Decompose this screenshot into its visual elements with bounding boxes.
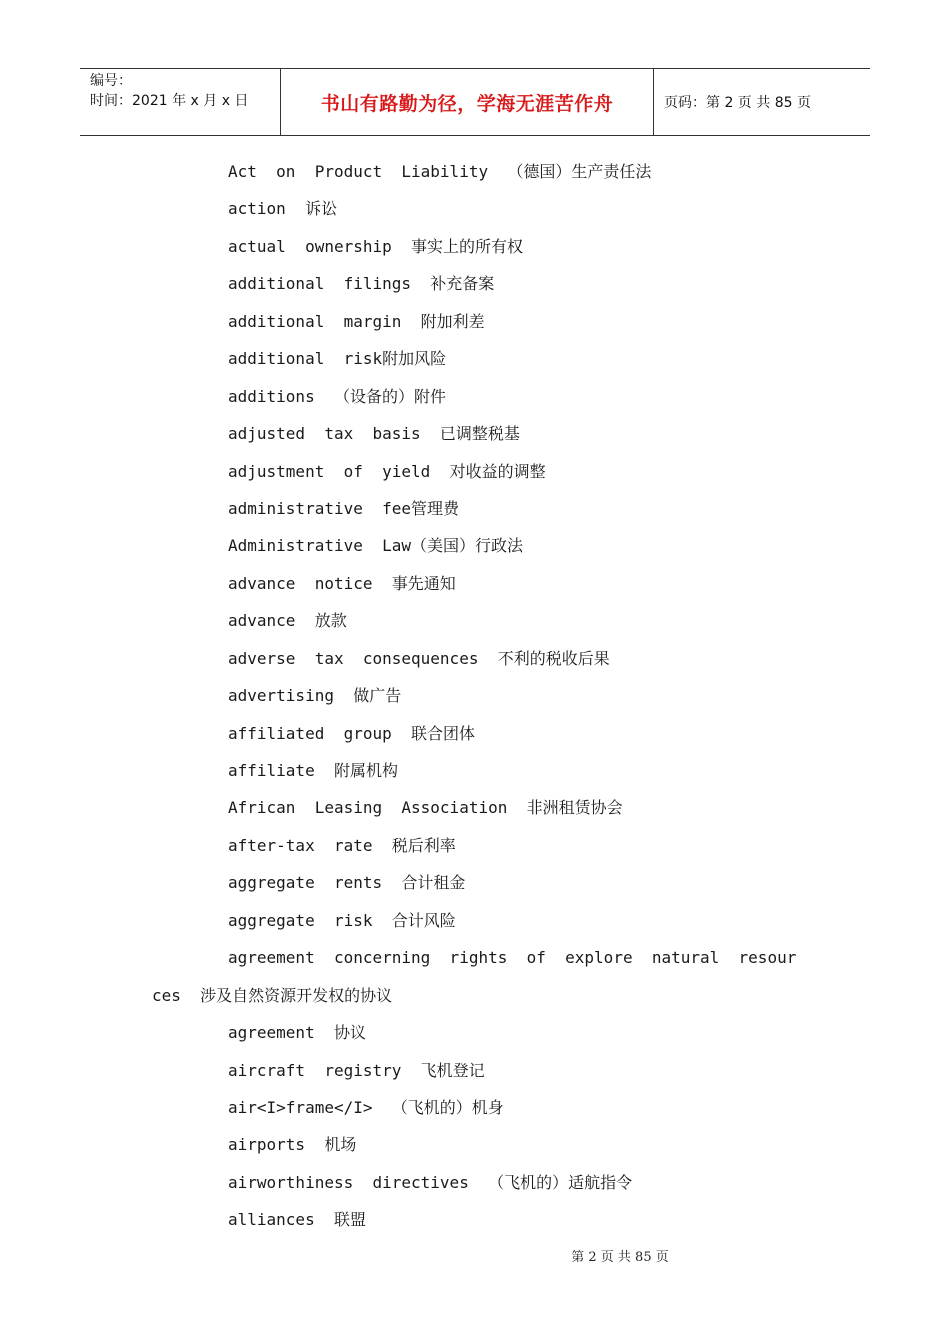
entry-term-continued — [152, 980, 828, 1017]
entry-translation: 机场 — [324, 1135, 357, 1155]
entry-translation: 联合团体 — [411, 723, 476, 743]
glossary-entry — [228, 1204, 828, 1241]
page-header — [80, 68, 870, 136]
entry-term: after-tax rate — [228, 835, 392, 855]
entry-term: alliances — [228, 1210, 334, 1230]
entry-term: African Leasing Association — [228, 798, 527, 818]
entry-translation: 涉及自然资源开发权的协议 — [200, 985, 393, 1005]
entry-translation: 附加风险 — [382, 349, 447, 369]
entry-term: aggregate risk — [228, 910, 392, 930]
entry-translation: 附加利差 — [420, 311, 485, 331]
glossary-entry — [228, 568, 828, 605]
entry-term: agreement concerning rights of explore natural resour — [228, 948, 797, 968]
entry-translation: 事实上的所有权 — [411, 236, 524, 256]
entry-translation: 合计风险 — [391, 910, 456, 930]
glossary-entry — [228, 643, 828, 680]
page-footer: 第 2 页 共 85 页 — [571, 1250, 669, 1265]
glossary-entry — [228, 268, 828, 305]
entry-term: airworthiness directives — [228, 1172, 489, 1192]
entry-term: administrative fee — [228, 498, 412, 518]
glossary-entry — [228, 231, 828, 268]
entry-term: additional risk — [228, 349, 383, 369]
entry-translation: 补充备案 — [430, 274, 495, 294]
entry-term: aggregate rents — [228, 873, 402, 893]
glossary-entry — [228, 418, 828, 455]
entry-translation: （德国）生产责任法 — [507, 162, 652, 181]
entry-translation: （飞机的）适航指令 — [488, 1172, 633, 1192]
entry-term: airports — [228, 1135, 325, 1155]
entry-translation: 管理费 — [411, 498, 460, 518]
entry-term: affiliate — [228, 761, 334, 780]
entry-translation: 不利的税收后果 — [497, 648, 610, 668]
entry-translation: 非洲租赁协会 — [526, 798, 623, 818]
glossary-entry — [228, 1092, 828, 1129]
header-meta — [80, 69, 281, 135]
glossary-entry — [228, 530, 828, 567]
entry-translation: 对收益的调整 — [449, 461, 546, 481]
glossary-entry — [228, 755, 828, 792]
entry-term: actual ownership — [228, 236, 412, 256]
glossary-entry — [228, 456, 828, 493]
glossary-entry — [228, 381, 828, 418]
entry-term: Administrative Law — [228, 536, 412, 556]
glossary-entry — [228, 493, 828, 530]
glossary-entry — [228, 792, 828, 829]
entry-term: advertising — [228, 686, 354, 706]
entry-translation: 放款 — [314, 611, 347, 631]
entry-translation: 税后利率 — [391, 835, 456, 855]
glossary-entry — [228, 1017, 828, 1054]
entry-translation: 已调整税基 — [439, 424, 520, 444]
glossary-entry — [228, 905, 828, 942]
entry-term: aircraft registry — [228, 1060, 421, 1080]
entry-term: Act on Product Liability — [228, 162, 508, 181]
entry-term: additions — [228, 386, 334, 406]
entry-term: adverse tax consequences — [228, 648, 498, 668]
glossary-entry — [152, 942, 828, 1017]
glossary-entry — [228, 156, 828, 193]
glossary-entry — [228, 343, 828, 380]
entry-translation: （设备的）附件 — [333, 386, 446, 406]
entry-translation: 事先通知 — [391, 573, 456, 593]
glossary-entry — [228, 1167, 828, 1204]
entry-translation: 做广告 — [353, 686, 402, 706]
entry-term: affiliated group — [228, 723, 412, 743]
entry-translation: 飞机登记 — [420, 1060, 485, 1080]
entry-term: air<I>frame</I> — [228, 1097, 392, 1117]
number-label: 编号： — [90, 73, 132, 89]
entry-term: adjusted tax basis — [228, 424, 440, 444]
glossary-entry — [228, 1129, 828, 1166]
glossary-entry — [228, 867, 828, 904]
glossary-entry — [228, 830, 828, 867]
entry-translation: 合计租金 — [401, 873, 466, 893]
header-motto: 书山有路勤为径，学海无涯苦作舟 — [281, 69, 654, 135]
entry-term: additional filings — [228, 274, 431, 294]
entry-translation: 协议 — [333, 1023, 366, 1043]
entry-term: action — [228, 199, 306, 219]
entry-term: agreement — [228, 1023, 334, 1043]
time-label: 时间：2021 年 x 月 x 日 — [90, 93, 249, 109]
entry-term: advance — [228, 611, 315, 631]
entry-term: advance notice — [228, 573, 392, 593]
header-page-info: 页码：第 2 页 共 85 页 — [664, 95, 811, 111]
glossary-entry — [228, 193, 828, 230]
entry-term: adjustment of yield — [228, 461, 450, 481]
entry-translation: （飞机的）机身 — [391, 1097, 504, 1117]
entry-term: additional margin — [228, 311, 421, 331]
glossary-entry — [228, 680, 828, 717]
glossary-entry — [228, 605, 828, 642]
glossary-entry — [228, 718, 828, 755]
glossary-entry — [228, 306, 828, 343]
entry-translation: （美国）行政法 — [411, 536, 524, 556]
glossary-entry — [228, 1055, 828, 1092]
glossary-list — [152, 156, 828, 1242]
entry-term-tail: ces — [152, 985, 201, 1005]
entry-translation: 附属机构 — [333, 761, 398, 780]
entry-translation: 诉讼 — [305, 199, 338, 219]
entry-translation: 联盟 — [333, 1210, 366, 1230]
